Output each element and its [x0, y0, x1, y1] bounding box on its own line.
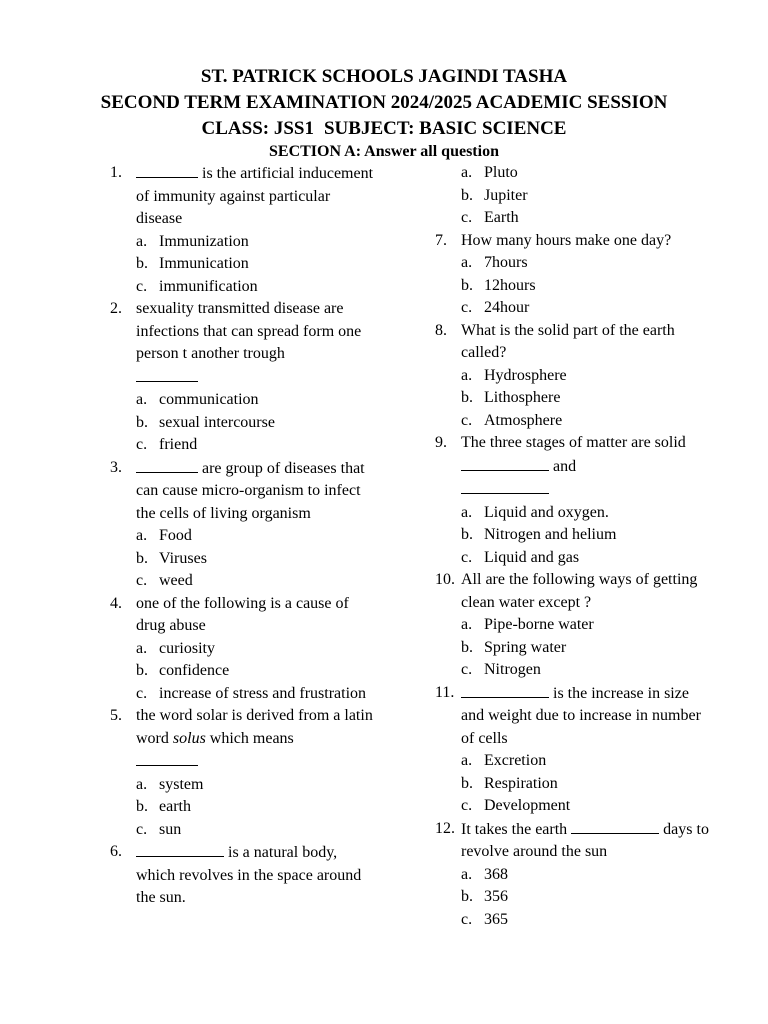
option-3b: b. Viruses	[136, 549, 207, 567]
option-12b: b. 356	[461, 888, 508, 905]
answer-blank	[136, 841, 224, 857]
question-number: 12.	[435, 819, 455, 837]
question-number: 2.	[110, 300, 122, 317]
question-text: What is the solid part of the earth called?	[461, 321, 675, 361]
option-10c: c. Nitrogen	[461, 661, 541, 678]
option-11b: b. Respiration	[461, 774, 558, 792]
option-2a: a. communication	[136, 391, 259, 408]
answer-blank	[136, 162, 198, 178]
option-12a: a. 368	[461, 865, 508, 883]
option-1b: b. Immunication	[136, 255, 249, 272]
option-2c: c. friend	[136, 436, 198, 453]
question-3	[110, 457, 380, 526]
option-1a: a. Immunization	[136, 232, 249, 250]
option-5c: c. sun	[136, 820, 182, 838]
question-text-end: which means	[205, 729, 294, 747]
question-number: 4.	[110, 594, 122, 612]
question-9	[435, 432, 715, 502]
question-text: How many hours make one day?	[461, 231, 672, 249]
question-text: the word solar is derived from a latin word	[136, 707, 373, 747]
option-7c: c. 24hour	[461, 299, 530, 316]
question-text: It takes the earth	[461, 820, 572, 838]
question-text-end: days to revolve around the sun	[461, 820, 709, 860]
question-number: 1.	[110, 164, 122, 181]
subject-label: SUBJECT: BASIC SCIENCE	[323, 118, 567, 139]
question-2	[110, 298, 380, 389]
question-number: 10.	[435, 571, 455, 588]
question-10	[435, 569, 715, 614]
option-10b: b. Spring water	[461, 638, 567, 656]
question-text: are group of diseases that can cause micro-organism to infect the cells of living organism	[136, 459, 365, 522]
school-name: ST. PATRICK SCHOOLS JAGINDI TASHA	[200, 66, 568, 87]
italic-word: solus	[172, 729, 206, 747]
option-6b: b. Jupiter	[461, 186, 528, 204]
option-5a: a. system	[136, 775, 204, 793]
option-7b: b. 12hours	[461, 276, 536, 294]
question-text: is a natural body, which revolves in the space around the sun.	[136, 844, 362, 906]
question-text: sexuality transmitted disease are infections that can spread form one person t another trough	[136, 300, 362, 362]
exam-title: SECOND TERM EXAMINATION 2024/2025 ACADEMIC SESSION	[100, 92, 668, 113]
question-text: The three stages of matter are solid	[461, 434, 686, 451]
option-11a: a. Excretion	[461, 752, 547, 769]
question-number: 3.	[110, 458, 122, 476]
question-number: 11.	[435, 683, 455, 701]
question-text: is the increase in size and weight due to increase in number of cells	[461, 684, 701, 747]
answer-blank	[461, 455, 549, 471]
option-8a: a. Hydrosphere	[461, 366, 567, 384]
option-7a: a. 7hours	[461, 254, 528, 271]
question-number: 7.	[435, 231, 447, 249]
option-4b: b. confidence	[136, 662, 230, 679]
answer-blank	[571, 818, 659, 834]
option-10a: a. Pipe-borne water	[461, 616, 594, 633]
left-column	[110, 162, 380, 910]
question-1	[110, 162, 380, 231]
question-4	[110, 593, 380, 638]
option-3c: c. weed	[136, 572, 193, 589]
question-12	[435, 818, 715, 864]
option-9a: a. Liquid and oxygen.	[461, 503, 609, 521]
answer-blank-2	[461, 478, 549, 494]
option-4a: a. curiosity	[136, 639, 215, 657]
answer-blank	[136, 457, 198, 473]
option-6a: a. Pluto	[461, 164, 518, 181]
option-1c: c. immunification	[136, 277, 258, 295]
class-subject-line	[0, 116, 768, 142]
question-text-end: and	[549, 457, 577, 475]
question-number: 8.	[435, 321, 447, 339]
option-9b: b. Nitrogen and helium	[461, 526, 617, 543]
question-number: 9.	[435, 434, 447, 451]
option-9c: c. Liquid and gas	[461, 548, 580, 566]
question-7	[435, 230, 715, 253]
section-heading: SECTION A: Answer all question	[269, 143, 499, 160]
option-8b: b. Lithosphere	[461, 389, 561, 406]
option-3a: a. Food	[136, 527, 192, 544]
question-text: one of the following is a cause of drug abuse	[136, 594, 349, 634]
question-11	[435, 682, 715, 751]
question-6	[110, 841, 380, 910]
option-11c: c. Development	[461, 797, 571, 814]
option-4c: c. increase of stress and frustration	[136, 684, 367, 702]
exam-header	[0, 64, 768, 142]
option-5b: b. earth	[136, 798, 191, 815]
answer-blank	[136, 750, 198, 766]
option-6c: c. Earth	[461, 209, 519, 226]
question-number: 6.	[110, 843, 122, 860]
question-text: is the artificial inducement of immunity against particular disease	[136, 165, 374, 227]
answer-blank	[136, 366, 198, 382]
question-text: All are the following ways of getting clean water except ?	[461, 571, 698, 611]
question-5	[110, 705, 380, 774]
option-2b: b. sexual intercourse	[136, 413, 275, 431]
answer-blank	[461, 682, 549, 698]
option-8c: c. Atmosphere	[461, 411, 563, 429]
option-12c: c. 365	[461, 910, 508, 928]
question-8	[435, 320, 715, 365]
question-number: 5.	[110, 707, 122, 724]
class-label: CLASS: JSS1	[201, 118, 314, 139]
right-column	[435, 162, 715, 931]
